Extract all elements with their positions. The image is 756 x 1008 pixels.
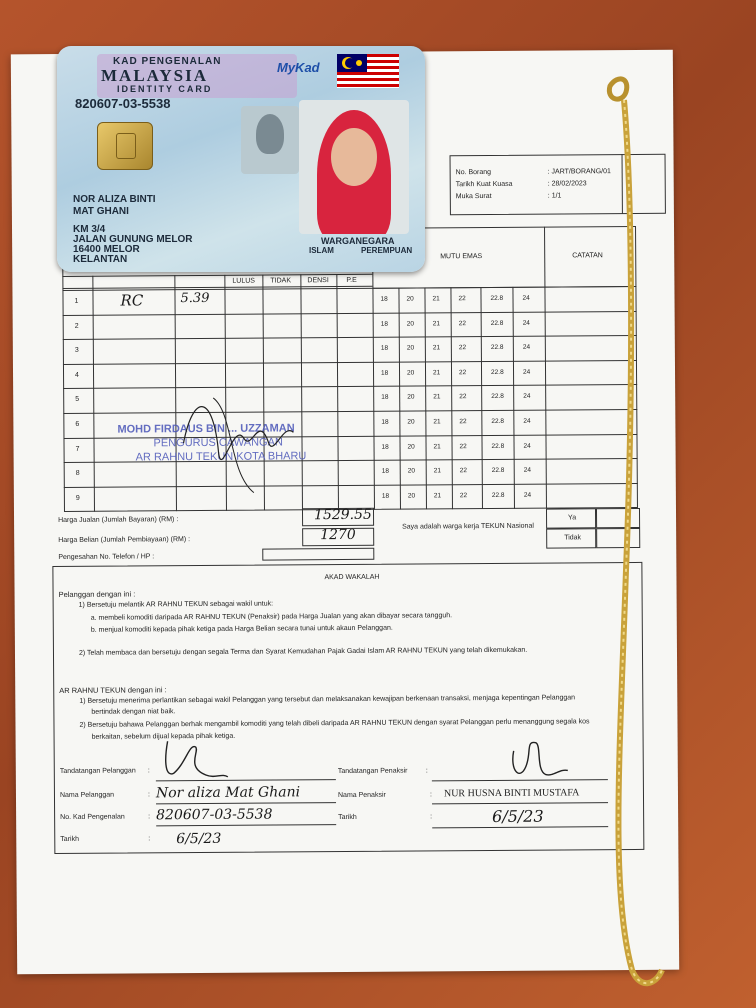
tandatangan-penaksir-label: Tandatangan Penaksir xyxy=(337,767,408,776)
row-number: 6 xyxy=(75,420,80,428)
purity-value: 22.8 xyxy=(491,467,505,475)
clause-3b: bertindak dengan niat baik. xyxy=(91,708,176,716)
tarikh-kuat-kuasa-label: Tarikh Kuat Kuasa xyxy=(455,180,513,189)
purity-value: 18 xyxy=(381,492,390,500)
pengesahan-box xyxy=(262,548,374,561)
id-header-line3: IDENTITY CARD xyxy=(117,84,213,94)
purity-value: 20 xyxy=(407,393,415,401)
purity-value: 18 xyxy=(381,394,389,402)
purity-value: 22 xyxy=(459,467,467,475)
purity-value: 22.8 xyxy=(490,344,504,352)
purity-value: 22.8 xyxy=(491,442,505,450)
stamp-line3: AR RAHNU TEKUN KOTA BHARU xyxy=(135,450,307,464)
clause-1b: b. menjual komoditi kepada pihak ketiga pada Harga Belian secara tunai untuk akaun Pelanggan. xyxy=(90,624,393,634)
lulus-header: LULUS xyxy=(232,277,255,285)
row-number: 3 xyxy=(74,347,79,355)
clause-1a: a. membeli komoditi daripada AR RAHNU TEKUN (Penaksir) pada Harga Jualan yang akan dibayar secara tangguh. xyxy=(90,612,453,622)
purity-value: 22.8 xyxy=(490,319,504,327)
mutu-emas-header: MUTU EMAS xyxy=(440,253,483,261)
purity-value: 20 xyxy=(407,443,415,451)
purity-value: 21 xyxy=(433,467,441,475)
purity-value: 22 xyxy=(459,442,467,450)
densi-header: DENSI xyxy=(307,277,329,285)
purity-value: 22 xyxy=(459,393,467,401)
citizenship: WARGANEGARA xyxy=(321,236,395,246)
nama-penaksir-value: NUR HUSNA BINTI MUSTAFA xyxy=(443,787,580,800)
purity-value: 24 xyxy=(523,442,531,450)
harga-belian-label: Harga Belian (Jumlah Pembiayaan) (RM) : xyxy=(58,536,191,545)
purity-value: 22 xyxy=(459,368,467,376)
purity-value: 20 xyxy=(407,492,416,500)
pelanggan-title: Pelanggan dengan ini : xyxy=(58,589,136,600)
no-kad-value: 820607-03-5538 xyxy=(156,806,273,824)
purity-value: 22 xyxy=(459,418,467,426)
id-header-line2: MALAYSIA xyxy=(101,66,209,85)
no-borang-label: No. Borang xyxy=(455,168,492,177)
nama-penaksir-label: Nama Penaksir xyxy=(337,791,386,800)
malaysia-flag-icon xyxy=(337,54,399,88)
nama-pelanggan-label: Nama Pelanggan xyxy=(59,791,115,799)
row-number: 1 xyxy=(74,297,79,305)
tarikh-kuat-kuasa-value: : 28/02/2023 xyxy=(547,180,587,188)
clause-1: 1) Bersetuju melantik AR RAHNU TEKUN sebagai wakil untuk: xyxy=(78,600,274,609)
holder-photo xyxy=(299,100,409,234)
clause-4b: berkaitan, sebelum dijual kepada pihak ketiga. xyxy=(91,732,236,741)
clause-3a: 1) Bersetuju menerima perlantikan sebagai wakil Pelanggan yang tersebut dan melaksanakan kewajipan berkenaan transaksi, menjaga kepentingan Pelanggan xyxy=(79,694,576,705)
catatan-header: CATATAN xyxy=(572,252,603,260)
customer-signature xyxy=(156,733,236,784)
purity-value: 24 xyxy=(523,393,531,401)
purity-value: 21 xyxy=(433,393,441,401)
purity-value: 22 xyxy=(458,344,467,352)
purity-value: 20 xyxy=(407,369,415,377)
purity-value: 20 xyxy=(406,295,414,303)
row1-handwritten-b: 5.39 xyxy=(180,290,210,307)
purity-value: 18 xyxy=(381,467,389,475)
purity-value: 20 xyxy=(406,320,414,328)
assessor-signature xyxy=(506,730,576,782)
tandatangan-pelanggan-label: Tandatangan Pelanggan xyxy=(59,767,136,775)
chip-icon xyxy=(97,122,153,170)
purity-value: 21 xyxy=(433,369,441,377)
purity-value: 24 xyxy=(522,319,530,327)
purity-value: 24 xyxy=(523,491,532,499)
purity-value: 18 xyxy=(380,344,389,352)
purity-value: 21 xyxy=(433,418,441,426)
id-number: 820607-03-5538 xyxy=(75,96,171,111)
purity-value: 18 xyxy=(381,369,389,377)
mykad-id-card xyxy=(57,46,425,272)
purity-value: 24 xyxy=(523,368,531,376)
pe-header: P.E xyxy=(346,276,357,284)
harga-belian-value: 1270 xyxy=(320,526,356,544)
address-line1: KM 3/4 xyxy=(73,224,106,235)
manager-signature xyxy=(173,382,304,503)
address-line4: KELANTAN xyxy=(73,254,128,265)
ghost-photo xyxy=(241,106,299,174)
stamp-line1: MOHD FIRDAUS BIN ... UZZAMAN xyxy=(117,422,295,436)
purity-value: 21 xyxy=(432,295,440,303)
purity-value: 22 xyxy=(459,491,468,499)
row-number: 7 xyxy=(75,445,80,453)
clause-4a: 2) Bersetuju bahawa Pelanggan berhak mengambil komoditi yang telah dibeli daripada AR RAHNU TEKUN dengan syarat Pelanggan perlu menanggung segala kos xyxy=(79,718,590,729)
purity-value: 18 xyxy=(380,320,388,328)
purity-value: 24 xyxy=(522,294,530,302)
muka-surat-value: : 1/1 xyxy=(547,192,562,200)
gender: PEREMPUAN xyxy=(361,246,413,255)
nama-pelanggan-value: Nor aliza Mat Ghani xyxy=(155,784,301,802)
row1-handwritten-a: RC xyxy=(120,291,144,310)
holder-name-line2: MAT GHANI xyxy=(73,206,129,217)
purity-value: 24 xyxy=(522,343,531,351)
purity-value: 22.8 xyxy=(491,491,505,499)
purity-value: 21 xyxy=(432,344,441,352)
purity-value: 21 xyxy=(432,319,440,327)
purity-value: 24 xyxy=(523,466,531,474)
row-number: 4 xyxy=(75,371,79,379)
row-number: 2 xyxy=(74,322,79,330)
harga-jualan-value: 1529.55 xyxy=(313,506,372,524)
ya-label: Ya xyxy=(568,514,577,522)
holder-name-line1: NOR ALIZA BINTI xyxy=(73,194,156,205)
purity-value: 21 xyxy=(433,442,441,450)
purity-value: 20 xyxy=(407,418,415,426)
purity-value: 22.8 xyxy=(491,417,505,425)
purity-value: 22.8 xyxy=(491,393,504,401)
muka-surat-label: Muka Surat xyxy=(455,192,492,201)
tarikh-pelanggan-label: Tarikh xyxy=(60,835,79,843)
clause-2: 2) Telah membaca dan bersetuju dengan segala Terma dan Syarat Kemudahan Pajak Gadai Islam AR RAHNU TEKUN yang telah dikemukakan. xyxy=(78,646,528,657)
purity-value: 22.8 xyxy=(491,368,504,376)
address-line3: 16400 MELOR xyxy=(73,244,140,255)
stamp-line2: PENGURUS CAWANGAN xyxy=(153,436,283,450)
purity-value: 22.8 xyxy=(490,294,504,302)
purity-value: 24 xyxy=(523,417,531,425)
mykad-brand: MyKad xyxy=(277,60,320,75)
purity-value: 18 xyxy=(381,443,389,451)
pawn-form-paper: No. Borang : JART/BORANG/01 Tarikh Kuat Kuasa : 28/02/2023 Muka Surat : 1/1 MUTU EMAS CATATAN LULUS TIDAK DENSI P.E 1 18 20 21 22 22.8 24 2 18 20 21 22 22.8 24 3 18 20 21 22 22.8 24 4 18 20 21 22 22.8 24 5 18 20 21 22 22.8 24 6 18 20 21 22 22.8 24 7 18 20 21 22 22.8 24 8 18 20 21 22 22.8 24 9 18 20 21 22 22.8 24 RC 5.39 MOHD FIRDAUS BIN ... UZZAMAN PENGURUS CAWANGAN AR RAHNU TEKUN KOTA BHARU Harga Jualan (Jumlah Bayaran) (RM) : 1529.55 Harga Belian (Jumlah Pembiayaan) (RM) : 1270 Pengesahan No. Telefon / HP : Saya adalah warga kerja TEKUN Nasional Ya Tidak AKAD WAKALAH Pelanggan dengan ini : 1) Bersetuju melantik AR RAHNU TEKUN sebagai wakil untuk: a. membeli komoditi daripada AR RAHNU TEKUN (Penaksir) pada Harga Jualan yang akan dibayar secara tangguh. b. menjual komoditi kepada pihak ketiga pada Harga Belian secara tunai untuk akaun Pelanggan. 2) Telah membaca dan bersetuju dengan segala Terma dan Syarat Kemudahan Pajak Gadai Islam AR RAHNU TEKUN yang telah dikemukakan. AR RAHNU TEKUN dengan ini : 1) Bersetuju menerima perlantikan sebagai wakil Pelanggan yang tersebut dan melaksanakan kewajipan berkenaan transaksi, menjaga kepentingan Pelanggan bertindak dengan niat baik. 2) Bersetuju bahawa Pelanggan berhak mengambil komoditi yang telah dibeli daripada AR RAHNU TEKUN dengan syarat Pelanggan perlu menanggung segala kos berkaitan, sebelum dijual kepada pihak ketiga. Tandatangan Pelanggan : Nama Pelanggan : Nor aliza Mat Ghani No. Kad Pengenalan : 820607-03-5538 Tarikh : 6/5/23 Tandatangan Penaksir : Nama Penaksir : NUR HUSNA BINTI MUSTAFA Tarikh : 6/5/23 xyxy=(11,50,679,975)
no-borang-value: : JART/BORANG/01 xyxy=(547,168,611,176)
purity-value: 21 xyxy=(433,492,442,500)
purity-value: 20 xyxy=(406,344,415,352)
tidak-header: TIDAK xyxy=(270,277,292,285)
akad-title: AKAD WAKALAH xyxy=(324,573,380,582)
row-number: 5 xyxy=(75,396,80,404)
harga-jualan-label: Harga Jualan (Jumlah Bayaran) (RM) : xyxy=(58,516,179,525)
id-header-line1: KAD PENGENALAN xyxy=(113,56,222,67)
purity-value: 18 xyxy=(381,418,389,426)
tidak-label: Tidak xyxy=(564,534,582,542)
purity-value: 20 xyxy=(407,467,415,475)
tarikh-penaksir-value: 6/5/23 xyxy=(492,806,544,826)
tarikh-pelanggan-value: 6/5/23 xyxy=(176,830,222,848)
religion: ISLAM xyxy=(309,246,334,255)
ar-rahnu-title: AR RAHNU TEKUN dengan ini : xyxy=(59,685,167,695)
pengesahan-label: Pengesahan No. Telefon / HP : xyxy=(58,553,155,562)
no-kad-label: No. Kad Pengenalan xyxy=(60,813,125,821)
row-number: 8 xyxy=(75,470,80,478)
purity-value: 18 xyxy=(380,295,388,303)
gold-chain xyxy=(596,70,686,1000)
purity-value: 22 xyxy=(458,319,466,327)
purity-value: 22 xyxy=(458,295,466,303)
address-line2: JALAN GUNUNG MELOR xyxy=(73,234,193,245)
warga-kerja-label: Saya adalah warga kerja TEKUN Nasional xyxy=(402,522,534,531)
row-number: 9 xyxy=(75,494,80,502)
tarikh-penaksir-label: Tarikh xyxy=(338,813,357,822)
